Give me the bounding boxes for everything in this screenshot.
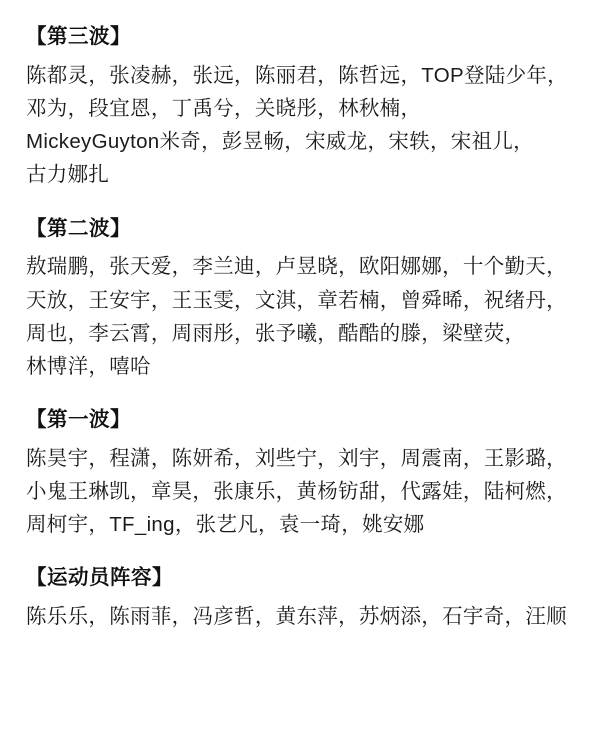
name-separator: ， [379, 446, 401, 470]
name-separator: ， [546, 255, 567, 279]
name-entry: 宋祖儿 [450, 130, 514, 154]
name-entry: 欧阳娜娜 [358, 255, 443, 279]
name-separator: ， [284, 130, 306, 154]
name-entry: 十个勤天 [462, 255, 547, 279]
name-entry: 小鬼王琳凯 [26, 480, 130, 504]
section-wave-two [26, 214, 574, 384]
name-separator: ， [254, 255, 276, 279]
name-entry: 陈丽君 [254, 63, 318, 87]
name-entry: 陈乐乐 [26, 605, 89, 629]
name-entry: 张康乐 [213, 480, 276, 504]
name-separator: ， [317, 63, 339, 87]
name-entry: 敖瑞鹏 [26, 255, 89, 279]
name-entry: 周震南 [400, 446, 463, 470]
name-separator: ， [174, 513, 196, 537]
name-separator: ， [504, 321, 526, 345]
name-separator: ， [150, 288, 172, 312]
name-separator: ， [400, 63, 422, 87]
name-entry: 张艺凡 [195, 513, 259, 537]
name-entry: 王影璐 [483, 446, 547, 470]
name-separator: ， [462, 288, 484, 312]
name-separator: ， [462, 446, 484, 470]
name-separator: ， [338, 605, 359, 629]
name-entry: 梁壁荧 [442, 321, 505, 345]
name-separator: ， [88, 513, 110, 537]
name-entry: 陆柯燃 [483, 480, 547, 504]
name-entry: 陈昊宇 [26, 446, 89, 470]
name-entry: TF_ing [109, 513, 175, 537]
name-entry: 邓为 [26, 96, 68, 120]
name-entry: 代露娃 [400, 480, 463, 504]
name-entry: 陈哲远 [338, 63, 401, 87]
section-title: 【运动员阵容】 [26, 566, 173, 590]
name-separator: ， [234, 321, 255, 345]
name-entry: 李兰迪 [192, 255, 255, 279]
name-entry: MickeyGuyton米奇 [26, 130, 202, 154]
name-separator: ， [317, 96, 339, 120]
name-entry: 丁禹兮 [171, 96, 235, 120]
name-separator: ， [171, 255, 193, 279]
name-separator: ， [150, 96, 172, 120]
name-separator: ， [421, 321, 443, 345]
section-title: 【第一波】 [26, 408, 131, 432]
name-entry: 章昊 [150, 480, 193, 504]
name-entry: 王玉雯 [171, 288, 235, 312]
name-separator: ， [67, 96, 89, 120]
name-entry: 天放 [26, 288, 68, 312]
name-entry: 古力娜扎 [26, 163, 110, 187]
name-entry: 章若楠 [317, 288, 380, 312]
name-separator: ， [88, 63, 110, 87]
name-separator: ， [88, 605, 110, 629]
name-entry: 石宇奇 [442, 605, 505, 629]
name-separator: ， [171, 63, 193, 87]
name-separator: ， [379, 288, 401, 312]
name-separator: ， [296, 288, 318, 312]
name-entry: 刘宇 [338, 446, 380, 470]
name-entry: 酷酷的滕 [338, 321, 422, 345]
name-separator: ， [546, 288, 567, 312]
name-entry: 周也 [26, 321, 68, 345]
name-entry: 陈雨菲 [109, 605, 172, 629]
name-separator: ， [88, 354, 110, 378]
name-separator: ， [341, 513, 363, 537]
name-separator: ， [150, 446, 172, 470]
name-entry: 王安宇 [88, 288, 151, 312]
name-separator: ， [254, 605, 276, 629]
name-separator: ， [367, 130, 389, 154]
name-separator: ， [317, 321, 339, 345]
section-name-list [26, 250, 574, 383]
name-entry: 周柯宇 [26, 513, 89, 537]
name-separator: ， [338, 255, 359, 279]
section-athletes [26, 563, 574, 633]
name-entry: 林秋楠 [338, 96, 401, 120]
name-entry: 嘻哈 [109, 354, 151, 378]
name-separator: ， [150, 321, 172, 345]
name-separator: ， [429, 130, 451, 154]
name-separator: ， [258, 513, 279, 537]
section-wave-three [26, 22, 574, 192]
name-entry: 曾舜晞 [400, 288, 463, 312]
name-separator: ， [201, 130, 222, 154]
name-entry: 周雨彤 [171, 321, 235, 345]
name-entry: 陈都灵 [26, 63, 89, 87]
name-separator: ， [462, 480, 484, 504]
name-separator: ， [192, 480, 214, 504]
name-entry: 黄杨钫甜 [296, 480, 380, 504]
name-separator: ， [546, 446, 567, 470]
name-entry: 苏炳添 [358, 605, 422, 629]
name-separator: ， [546, 480, 567, 504]
section-name-list [26, 59, 574, 192]
name-entry: 张予曦 [254, 321, 318, 345]
name-separator: ， [317, 446, 339, 470]
name-separator: ， [88, 255, 110, 279]
name-entry: 汪顺 [525, 605, 567, 629]
section-name-list [26, 600, 574, 633]
name-entry: 文淇 [254, 288, 297, 312]
name-entry: 程潇 [109, 446, 151, 470]
name-separator: ， [421, 605, 443, 629]
name-separator: ， [67, 288, 89, 312]
name-separator: ， [67, 321, 89, 345]
name-entry: 林博洋 [26, 354, 89, 378]
name-entry: 关晓彤 [254, 96, 318, 120]
name-entry: 冯彦哲 [192, 605, 255, 629]
name-separator: ， [234, 63, 255, 87]
name-entry: 段宜恩 [88, 96, 151, 120]
name-entry: TOP登陆少年 [421, 63, 548, 87]
name-separator: ， [234, 288, 255, 312]
name-separator: ， [88, 446, 110, 470]
name-entry: 宋威龙 [305, 130, 368, 154]
name-separator: ， [547, 63, 568, 87]
name-entry: 卢昱晓 [275, 255, 339, 279]
name-entry: 李云霄 [88, 321, 151, 345]
name-entry: 陈妍希 [171, 446, 235, 470]
name-separator: ， [234, 446, 255, 470]
name-separator: ， [130, 480, 151, 504]
name-entry: 张远 [192, 63, 235, 87]
name-entry: 张天爱 [109, 255, 172, 279]
name-separator: ， [504, 605, 526, 629]
name-entry: 姚安娜 [362, 513, 425, 537]
name-entry: 袁一琦 [278, 513, 342, 537]
section-wave-one [26, 405, 574, 541]
section-title: 【第二波】 [26, 216, 131, 240]
name-separator: ， [171, 605, 193, 629]
name-separator: ， [379, 480, 401, 504]
name-entry: 彭昱畅 [221, 130, 285, 154]
section-name-list [26, 442, 574, 542]
name-entry: 张凌赫 [109, 63, 172, 87]
section-title: 【第三波】 [26, 25, 131, 48]
name-entry: 黄东萍 [275, 605, 339, 629]
name-separator: ， [234, 96, 255, 120]
name-separator: ， [442, 255, 463, 279]
name-separator: ， [275, 480, 297, 504]
name-entry: 祝绪丹 [483, 288, 547, 312]
name-entry: 宋轶 [388, 130, 430, 154]
name-entry: 刘些宁 [254, 446, 318, 470]
name-separator: ， [513, 130, 534, 154]
name-separator: ， [400, 96, 422, 120]
